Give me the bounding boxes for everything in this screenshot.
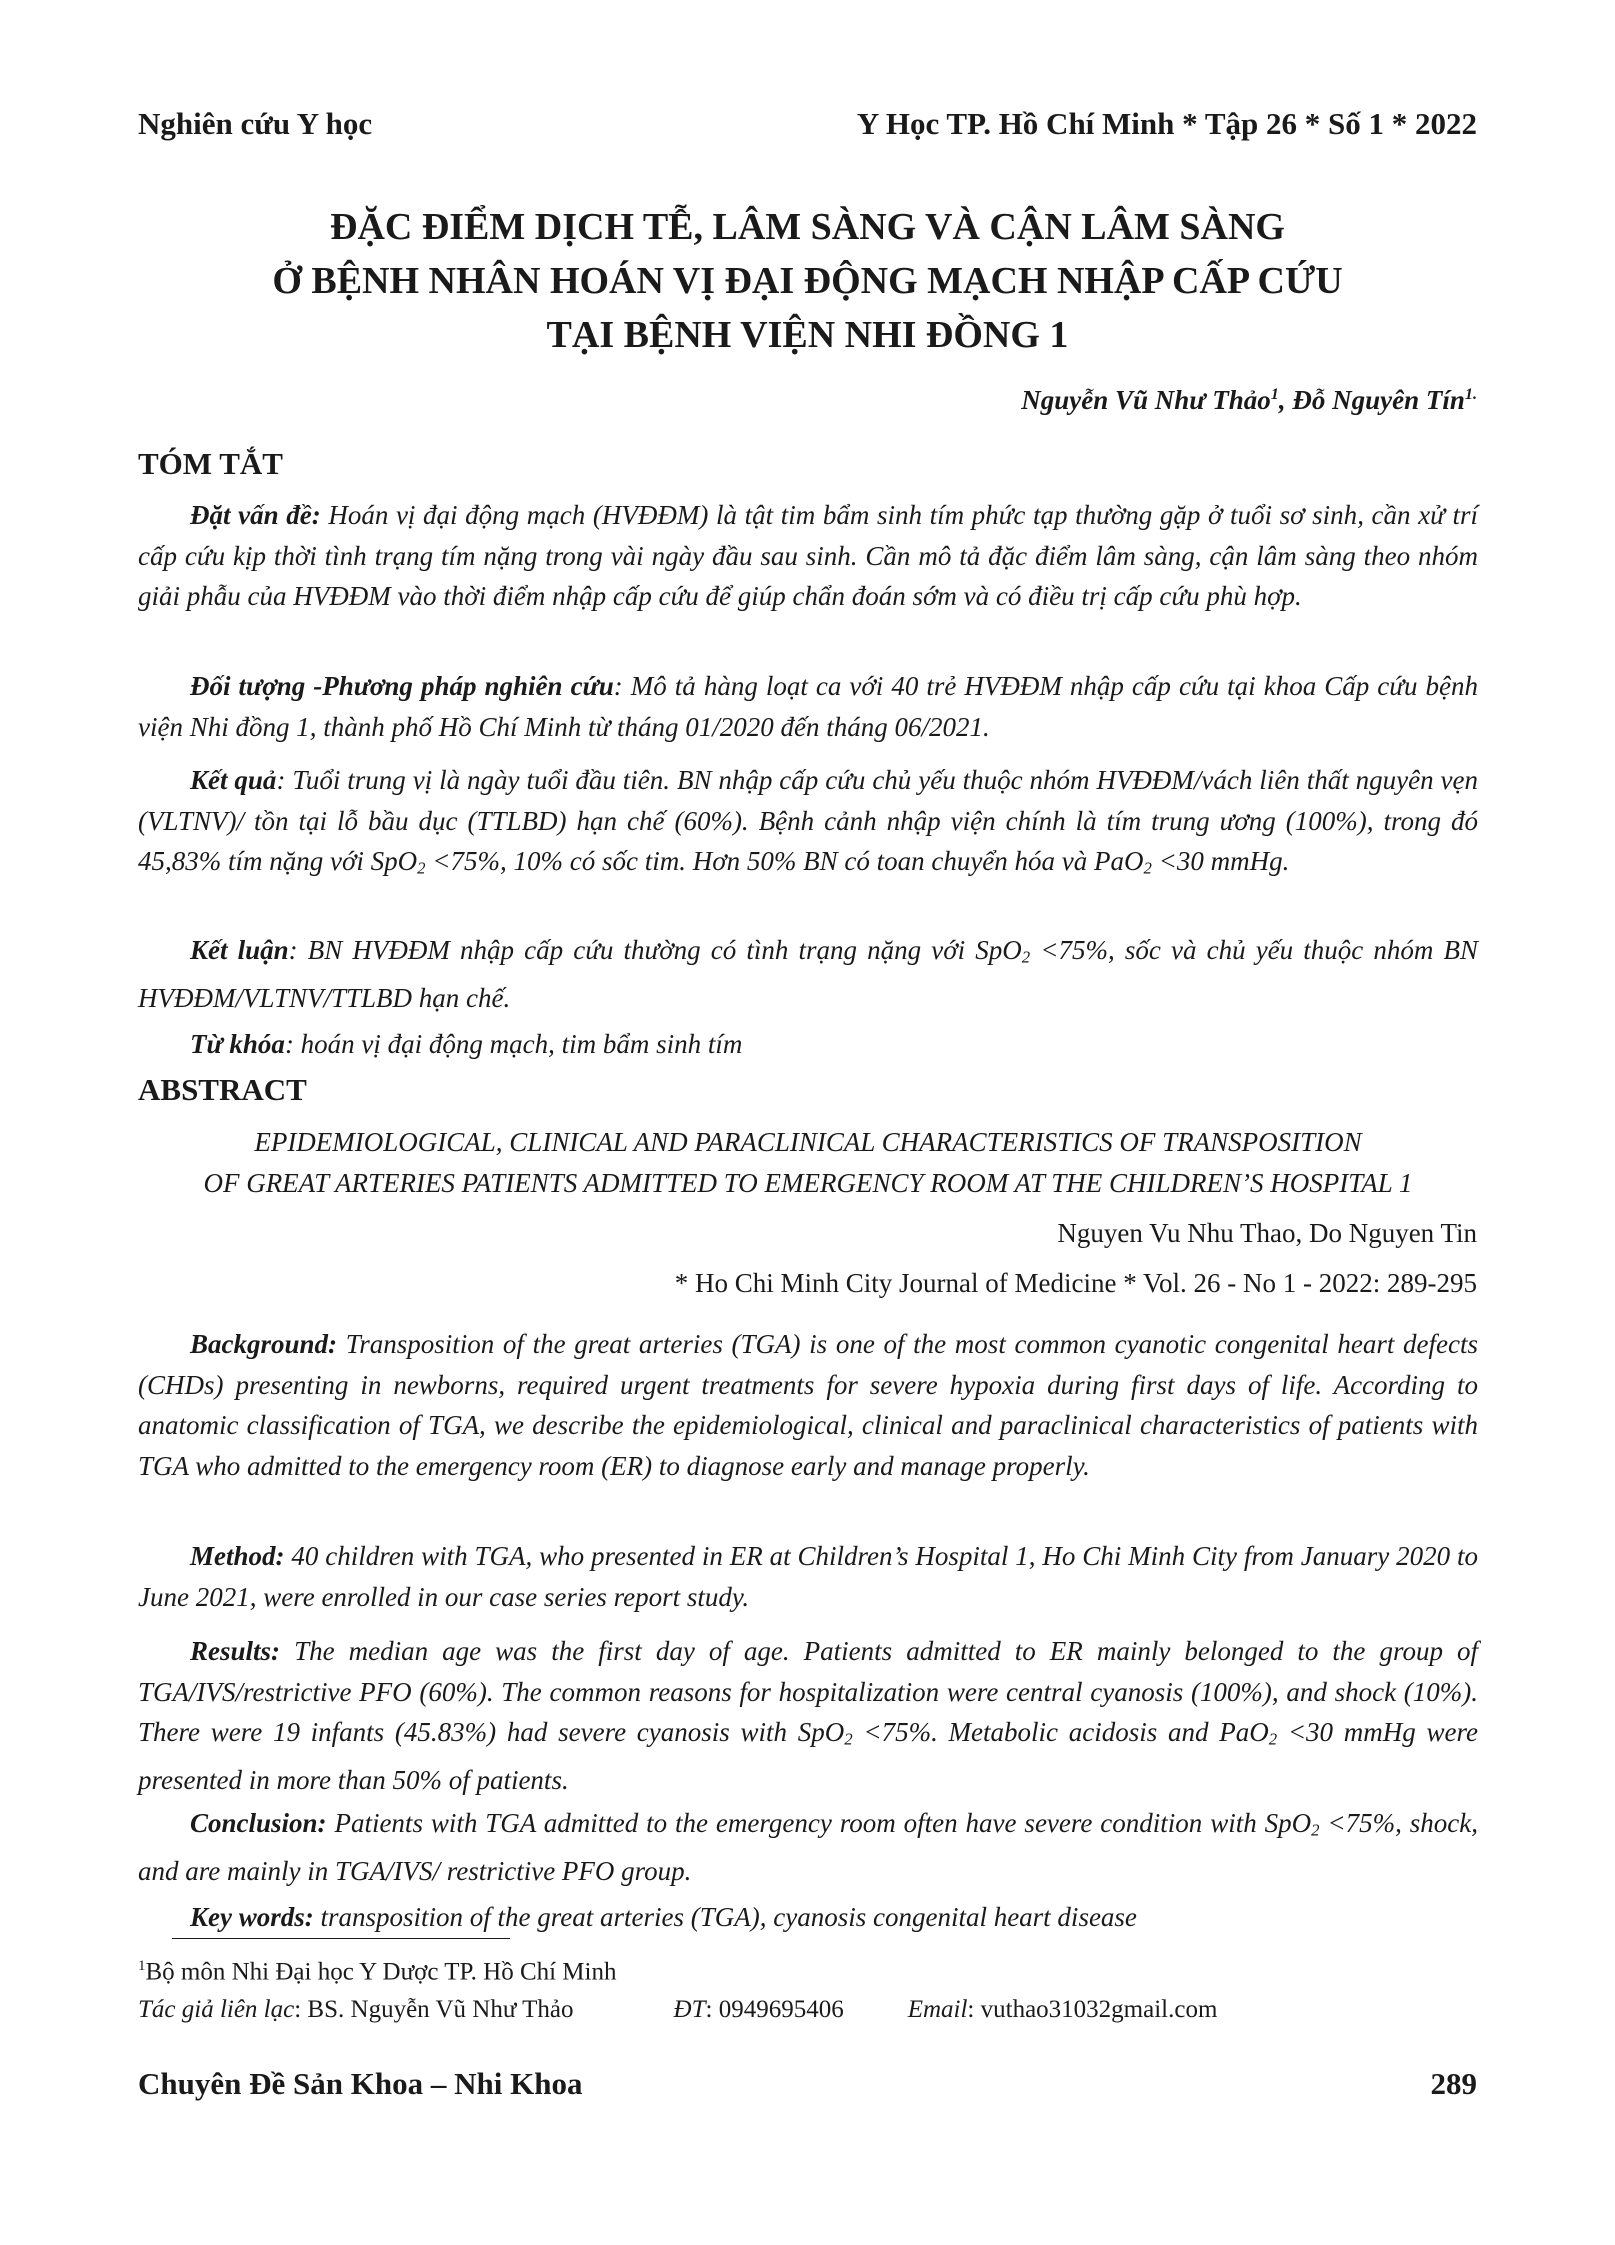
- footnote-contact: Tác giả liên lạc: BS. Nguyễn Vũ Như Thảo ĐT: 0949695406 Email: vuthao31032gmail.com: [138, 1996, 1218, 2023]
- title-line: TẠI BỆNH VIỆN NHI ĐỒNG 1: [546, 314, 1069, 356]
- vn-conclusion-paragraph: Kết luận: BN HVĐĐM nhập cấp cứu thường có tình trạng nặng với SpO$_2$ <75%, sốc và chủ yếu thuộc nhóm BN HVĐĐM/VLTNV/TTLBD hạn chế.: [138, 935, 1479, 1013]
- en-abstract-heading: ABSTRACT: [138, 1072, 307, 1107]
- en-results-paragraph: Results: The median age was the first day of age. Patients admitted to ER mainly belonged to the group of TGA/IVS/restrictive PFO (60%). The common reasons for hospitalization were central cyanosis (100%), and shock (10%). There were 19 infants (45.83%) had severe cyanosis with SpO$_2$ <75%. Metabolic acidosis and PaO$_2$ <30 mmHg were presented in more than 50% of patients.: [138, 1636, 1478, 1795]
- running-header-section: Nghiên cứu Y học: [138, 106, 373, 141]
- affiliation-marker: 1: [1270, 385, 1279, 403]
- running-header-journal: Y Học TP. Hồ Chí Minh * Tập 26 * Số 1 * 2022: [856, 106, 1477, 141]
- email-address: : vuthao31032gmail.com: [967, 1996, 1218, 2023]
- running-footer-section: Chuyên Đề Sản Khoa – Nhi Khoa: [138, 2066, 583, 2101]
- en-conclusion-paragraph: Conclusion: Patients with TGA admitted to the emergency room often have severe condition with SpO$_2$ <75%, shock, and are mainly in TGA/IVS/ restrictive PFO group.: [138, 1808, 1479, 1886]
- en-author-list: Nguyen Vu Nhu Thao, Do Nguyen Tin: [1057, 1218, 1477, 1248]
- footnote-affiliation: $^1$Bộ môn Nhi Đại học Y Dược TP. Hồ Chí Minh: [138, 1958, 617, 1986]
- author-name: Nguyễn Vũ Như Thảo: [1021, 385, 1271, 415]
- title-line: ĐẶC ĐIỂM DỊCH TỄ, LÂM SÀNG VÀ CẬN LÂM SÀNG: [330, 206, 1285, 248]
- article-title: [120, 200, 1495, 362]
- vn-method-paragraph: Đối tượng -Phương pháp nghiên cứu: Mô tả hàng loạt ca với 40 trẻ HVĐĐM nhập cấp cứu tại khoa Cấp cứu bệnh viện Nhi đồng 1, thành phố Hồ Chí Minh từ tháng 01/2020 đến tháng 06/2021.: [138, 671, 1478, 742]
- author-list: [1021, 385, 1477, 416]
- author-name: , Đỗ Nguyên Tín: [1278, 385, 1465, 415]
- affiliation-marker: 1.: [1464, 385, 1477, 403]
- page-number: 289: [1430, 2066, 1477, 2101]
- en-background-paragraph: Background: Transposition of the great arteries (TGA) is one of the most common cyanotic congenital heart defects (CHDs) presenting in newborns, required urgent treatments for severe hypoxia during first days of life. According to anatomic classification of TGA, we describe the epidemiological, clinical and paraclinical characteristics of patients with TGA who admitted to the emergency room (ER) to diagnose early and manage properly.: [138, 1329, 1478, 1481]
- vn-background-paragraph: Đặt vấn đề: Hoán vị đại động mạch (HVĐĐM) là tật tim bẩm sinh tím phức tạp thường gặp ở tuổi sơ sinh, cần xử trí cấp cứu kịp thời tình trạng tím nặng trong vài ngày đầu sau sinh. Cần mô tả đặc điểm lâm sàng, cận lâm sàng theo nhóm giải phẫu của HVĐĐM vào thời điểm nhập cấp cứu để giúp chẩn đoán sớm và có điều trị cấp cứu phù hợp.: [138, 500, 1478, 611]
- en-keywords-paragraph: Key words: transposition of the great arteries (TGA), cyanosis congenital heart disease: [190, 1902, 1137, 1932]
- citation-line: * Ho Chi Minh City Journal of Medicine * Vol. 26 - No 1 - 2022: 289-295: [674, 1268, 1477, 1298]
- vn-abstract-heading: TÓM TẮT: [138, 446, 283, 481]
- en-title-line: EPIDEMIOLOGICAL, CLINICAL AND PARACLINICAL CHARACTERISTICS OF TRANSPOSITION: [254, 1127, 1362, 1157]
- en-article-title: [138, 1122, 1478, 1204]
- vn-keywords-paragraph: Từ khóa: hoán vị đại động mạch, tim bẩm sinh tím: [190, 1029, 743, 1059]
- en-method-paragraph: Method: 40 children with TGA, who presented in ER at Children’s Hospital 1, Ho Chi Minh City from January 2020 to June 2021, were enrolled in our case series report study.: [138, 1541, 1478, 1612]
- footnote-divider: [172, 1938, 510, 1939]
- en-title-line: OF GREAT ARTERIES PATIENTS ADMITTED TO EMERGENCY ROOM AT THE CHILDREN’S HOSPITAL 1: [203, 1168, 1413, 1198]
- vn-results-paragraph: Kết quả: Tuổi trung vị là ngày tuổi đầu tiên. BN nhập cấp cứu chủ yếu thuộc nhóm HVĐĐM/vách liên thất nguyên vẹn (VLTNV)/ tồn tại lỗ bầu dục (TTLBD) hạn chế (60%). Bệnh cảnh nhập viện chính là tím trung ương (100%), trong đó 45,83% tím nặng với SpO$_2$ <75%, 10% có sốc tim. Hơn 50% BN có toan chuyển hóa và PaO$_2$ <30 mmHg.: [138, 765, 1478, 878]
- title-line: Ở BỆNH NHÂN HOÁN VỊ ĐẠI ĐỘNG MẠCH NHẬP CẤP CỨU: [272, 260, 1343, 302]
